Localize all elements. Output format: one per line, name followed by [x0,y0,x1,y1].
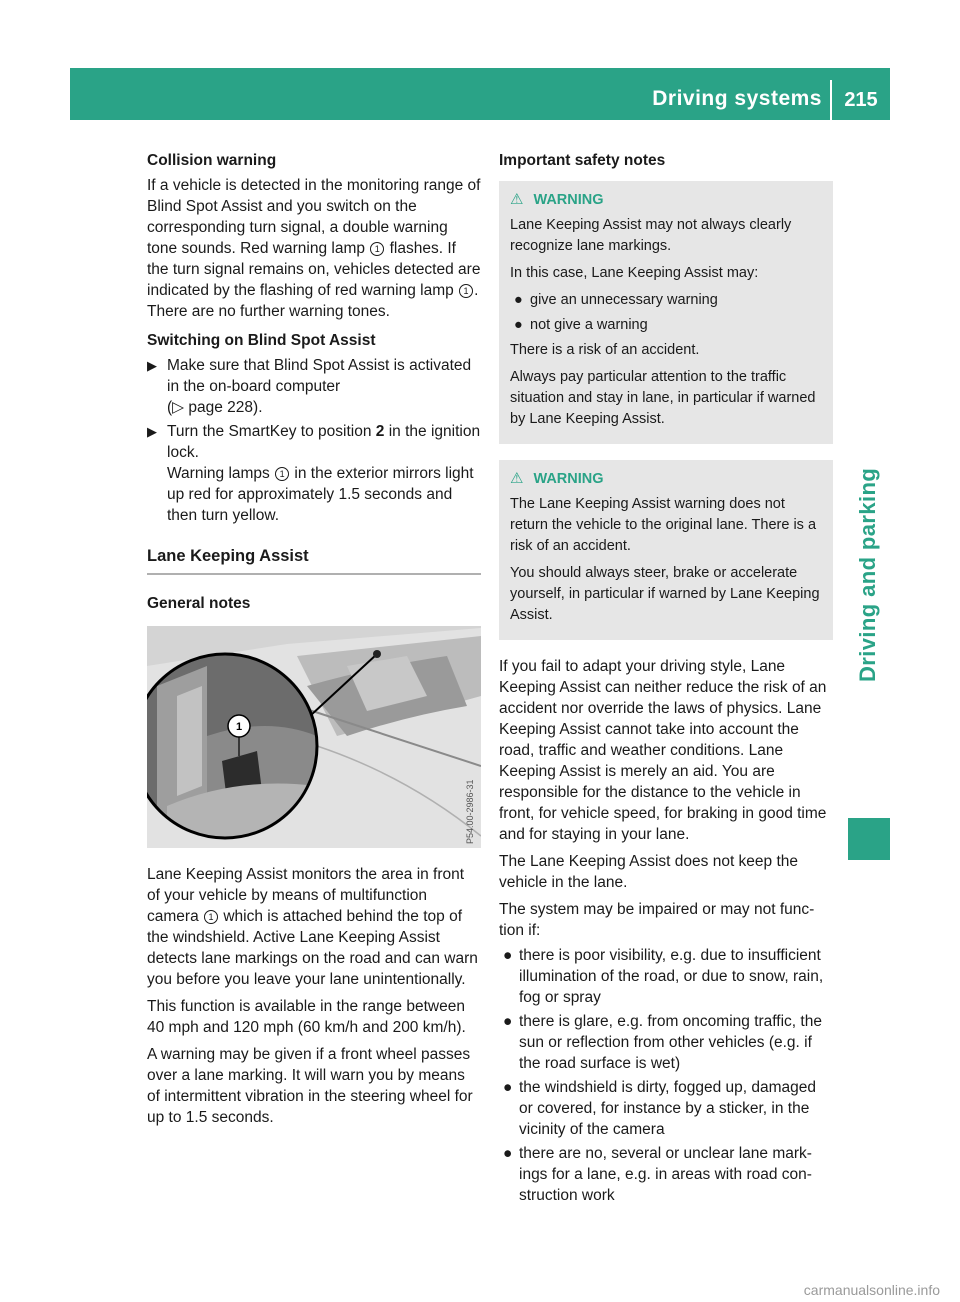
list-item: ● there are no, several or unclear lane markings for a lane, e.g. in areas with road construction work [503,1145,812,1204]
warning-text: Always pay particular attention to the traffic situation and stay in lane, in particular if warned by Lane Keeping Assist. [510,369,816,427]
right-column [499,150,833,1209]
lane-keeping-assist-title: Lane Keeping Assist [147,546,481,575]
callout-1-icon: 1 [204,910,218,924]
list-item: ● not give a warning [514,317,648,333]
switching-on-heading: Switching on Blind Spot Assist [147,332,376,349]
lka-description: Lane Keeping Assist monitors the area in front of your vehicle by means of multifunction camera 1 which is attached behind the top of the windshield. Active Lane Keeping Assist detects lane markings on the road and can warn you before you leave your lane unintentionally. [147,866,478,988]
list-item: ● there is poor visibility, e.g. due to insufficient illumination of the road, or due to snow, rain, fog or spray [503,947,824,1006]
list-item: ● the windshield is dirty, fogged up, damaged or covered, for instance by a sticker, in the vicinity of the camera [503,1079,816,1138]
warning-label: ⚠ WARNING [510,191,604,208]
warning-label: ⚠ WARNING [510,470,604,487]
arrow-right-icon: ▶ [147,424,157,439]
arrow-right-icon: ▶ [147,358,157,373]
figure-code: P54.00-2986-31 [465,779,475,844]
callout-1-icon: 1 [275,467,289,481]
body-paragraph: The Lane Keeping Assist does not keep the vehicle in the lane. [499,853,799,891]
step-item: ▶ Turn the SmartKey to position 2 in the ignition lock. Warning lamps 1 in the exterior mirrors light up red for approximately 1.5 seconds and then turn yellow. [147,423,481,524]
page-number: 215 [844,89,878,111]
warning-text: Lane Keeping Assist may not always clearly recognize lane markings. [510,217,792,254]
collision-warning-heading: Collision warning [147,152,277,169]
callout-1-icon: 1 [370,242,384,256]
header-divider [830,80,832,120]
left-column [147,150,481,1134]
general-notes-heading: General notes [147,595,251,612]
collision-warning-text: If a vehicle is detected in the monitoring range of Blind Spot Assist and you switch on the corresponding turn signal, a double warning tone sounds. Red warning lamp 1 flashes. If the turn signal remains on, vehicles detected are indicated by the flashing of red warning lamp 1 . There are no further warning tones. [147,177,481,320]
svg-text:1: 1 [235,721,243,733]
warning-triangle-icon: ⚠ [510,191,524,208]
warning-text: In this case, Lane Keeping Assist may: [510,265,759,281]
section-title-header: Driving systems [652,87,822,110]
warning-text: There is a risk of an accident. [510,342,700,358]
warning-triangle-icon: ⚠ [510,470,524,487]
warning-text: You should always steer, brake or accelerate yourself, in particular if warned by Lane Keeping Assist. [510,565,820,623]
header-bar [70,68,890,120]
chapter-tab-marker [848,818,890,860]
list-item: ● give an unnecessary warning [514,292,718,308]
body-paragraph: The system may be impaired or may not function if: [499,901,815,939]
page-reference-link[interactable]: (▷ page 228). [167,399,263,416]
warning-box [499,181,833,444]
lka-speed-range: This function is available in the range between 40 mph and 120 mph (60 km/h and 200 km/h). [147,998,466,1036]
watermark: carmanualsonline.info [803,1282,940,1298]
warning-text: The Lane Keeping Assist warning does not return the vehicle to the original lane. There is a risk of an accident. [510,496,817,554]
safety-notes-heading: Important safety notes [499,152,666,169]
body-paragraph: If you fail to adapt your driving style, Lane Keeping Assist can neither reduce the risk of an accident nor override the laws of physics. Lane Keeping Assist cannot take into account the road, traffic and weather conditions. Lane Keeping Assist is merely an aid. You are responsible for the distance to the vehicle in front, for vehicle speed, for braking in good time and for staying in your lane. [499,658,827,843]
windshield-camera-figure [147,626,481,848]
step-item: ▶ Make sure that Blind Spot Assist is activated in the on-board computer (▷ page 228). [147,357,472,416]
lka-warning-description: A warning may be given if a front wheel passes over a lane marking. It will warn you by means of intermittent vibration in the steering wheel for up to 1.5 seconds. [147,1046,473,1126]
warning-box [499,460,833,640]
car-interior-illustration [147,626,481,848]
list-item: ● there is glare, e.g. from oncoming traffic, the sun or reflection from other vehicles (e.g. if the road surface is wet) [503,1013,822,1072]
chapter-tab-label: Driving and parking [855,467,880,682]
callout-1-icon: 1 [459,284,473,298]
